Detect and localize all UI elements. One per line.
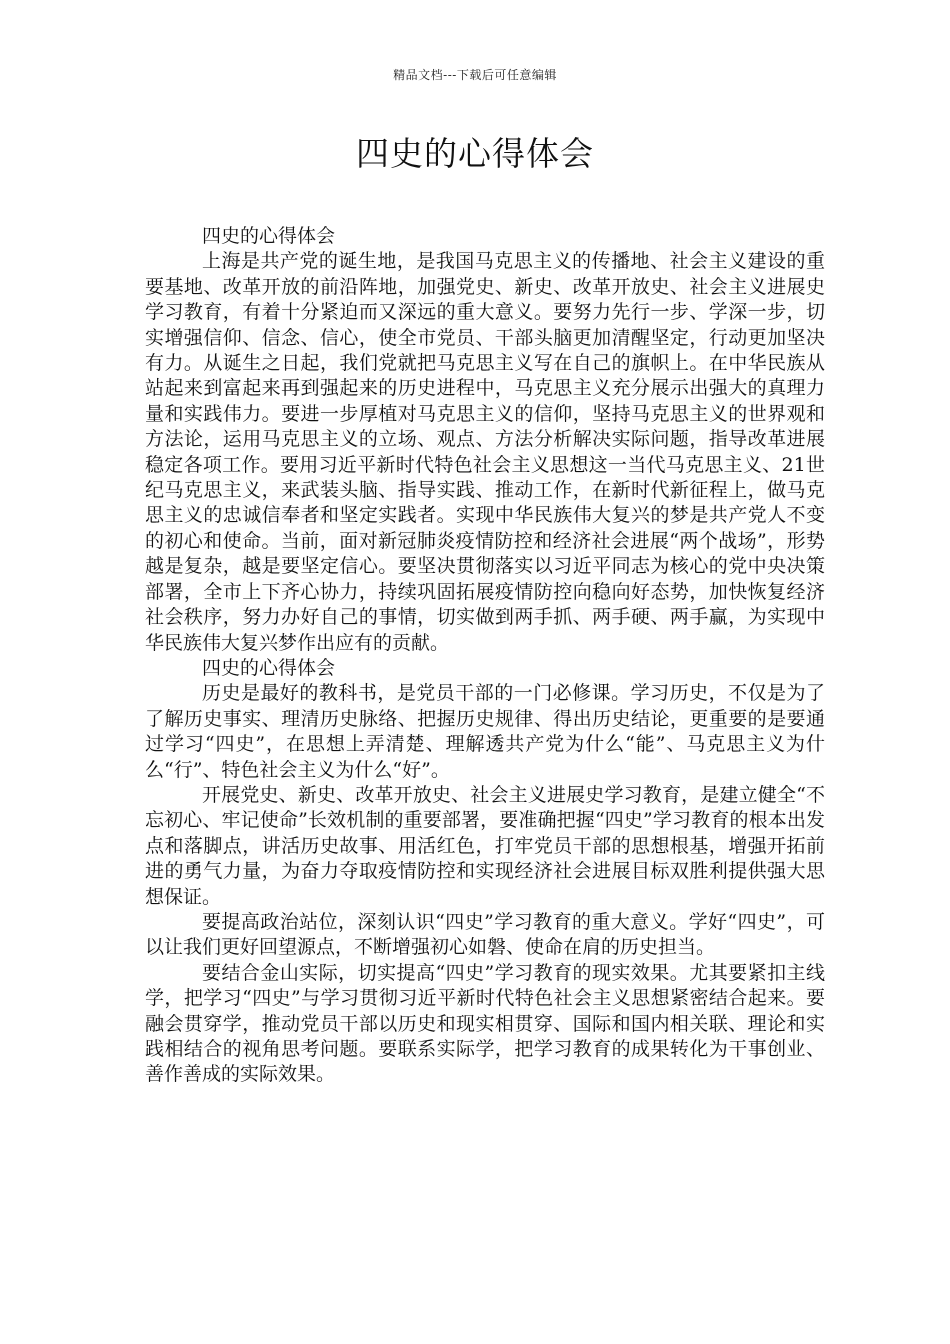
section-heading: 四史的心得体会 (202, 225, 336, 247)
body-paragraph: 开展党史、新史、改革开放史、社会主义进展史学习教育，是建立健全“不忘初心、牢记使命”长效机制的重要部署，要准确把握“四史”学习教育的根本出发点和落脚点，讲活历史故事、用活红色，打牢党员干部的思想根基，增强开拓前进的勇气力量，为奋力夺取疫情防控和实现经济社会进展目标双胜利提供强大思想保证。 (145, 783, 825, 908)
body-paragraph: 历史是最好的教科书，是党员干部的一门必修课。学习历史，不仅是为了了解历史事实、理清历史脉络、把握历史规律、得出历史结论，更重要的是要通过学习“四史”，在思想上弄清楚、理解透共产党为什么“能”、马克思主义为什么“行”、特色社会主义为什么“好”。 (145, 682, 825, 781)
body-paragraph: 要提高政治站位，深刻认识“四史”学习教育的重大意义。学好“四史”，可以让我们更好回望源点，不断增强初心如磐、使命在肩的历史担当。 (145, 910, 825, 959)
header-note: 精品文档---下载后可任意编辑 (393, 68, 557, 82)
body-paragraph: 上海是共产党的诞生地，是我国马克思主义的传播地、社会主义建设的重要基地、改革开放的前沿阵地，加强党史、新史、改革开放史、社会主义进展史学习教育，有着十分紧迫而又深远的重大意义。要努力先行一步、学深一步，切实增强信仰、信念、信心，使全市党员、干部头脑更加清醒坚定，行动更加坚决有力。从诞生之日起，我们党就把马克思主义写在自己的旗帜上。在中华民族从站起来到富起来再到强起来的历史进程中，马克思主义充分展示出强大的真理力量和实践伟力。要进一步厚植对马克思主义的信仰，坚持马克思主义的世界观和方法论，运用马克思主义的立场、观点、方法分析解决实际问题，指导改革进展稳定各项工作。要用习近平新时代特色社会主义思想这一当代马克思主义、21世纪马克思主义，来武装头脑、指导实践、推动工作，在新时代新征程上，做马克思主义的忠诚信奉者和坚定实践者。实现中华民族伟大复兴的梦是共产党人不变的初心和使命。当前，面对新冠肺炎疫情防控和经济社会进展“两个战场”，形势越是复杂，越是要坚定信心。要坚决贯彻落实以习近平同志为核心的党中央决策部署，全市上下齐心协力，持续巩固拓展疫情防控向稳向好态势，加快恢复经济社会秩序，努力办好自己的事情，切实做到两手抓、两手硬、两手赢，为实现中华民族伟大复兴梦作出应有的贡献。 (145, 250, 825, 654)
section-heading: 四史的心得体会 (202, 656, 336, 679)
document-title: 四史的心得体会 (356, 134, 594, 173)
document-body (145, 224, 825, 1088)
body-paragraph: 要结合金山实际，切实提高“四史”学习教育的现实效果。尤其要紧扣主线学，把学习“四史”与学习贯彻习近平新时代特色社会主义思想紧密结合起来。要融会贯穿学，推动党员干部以历史和现实相贯穿、国际和国内相关联、理论和实践相结合的视角思考问题。要联系实际学，把学习教育的成果转化为干事创业、善作善成的实际效果。 (145, 961, 825, 1086)
